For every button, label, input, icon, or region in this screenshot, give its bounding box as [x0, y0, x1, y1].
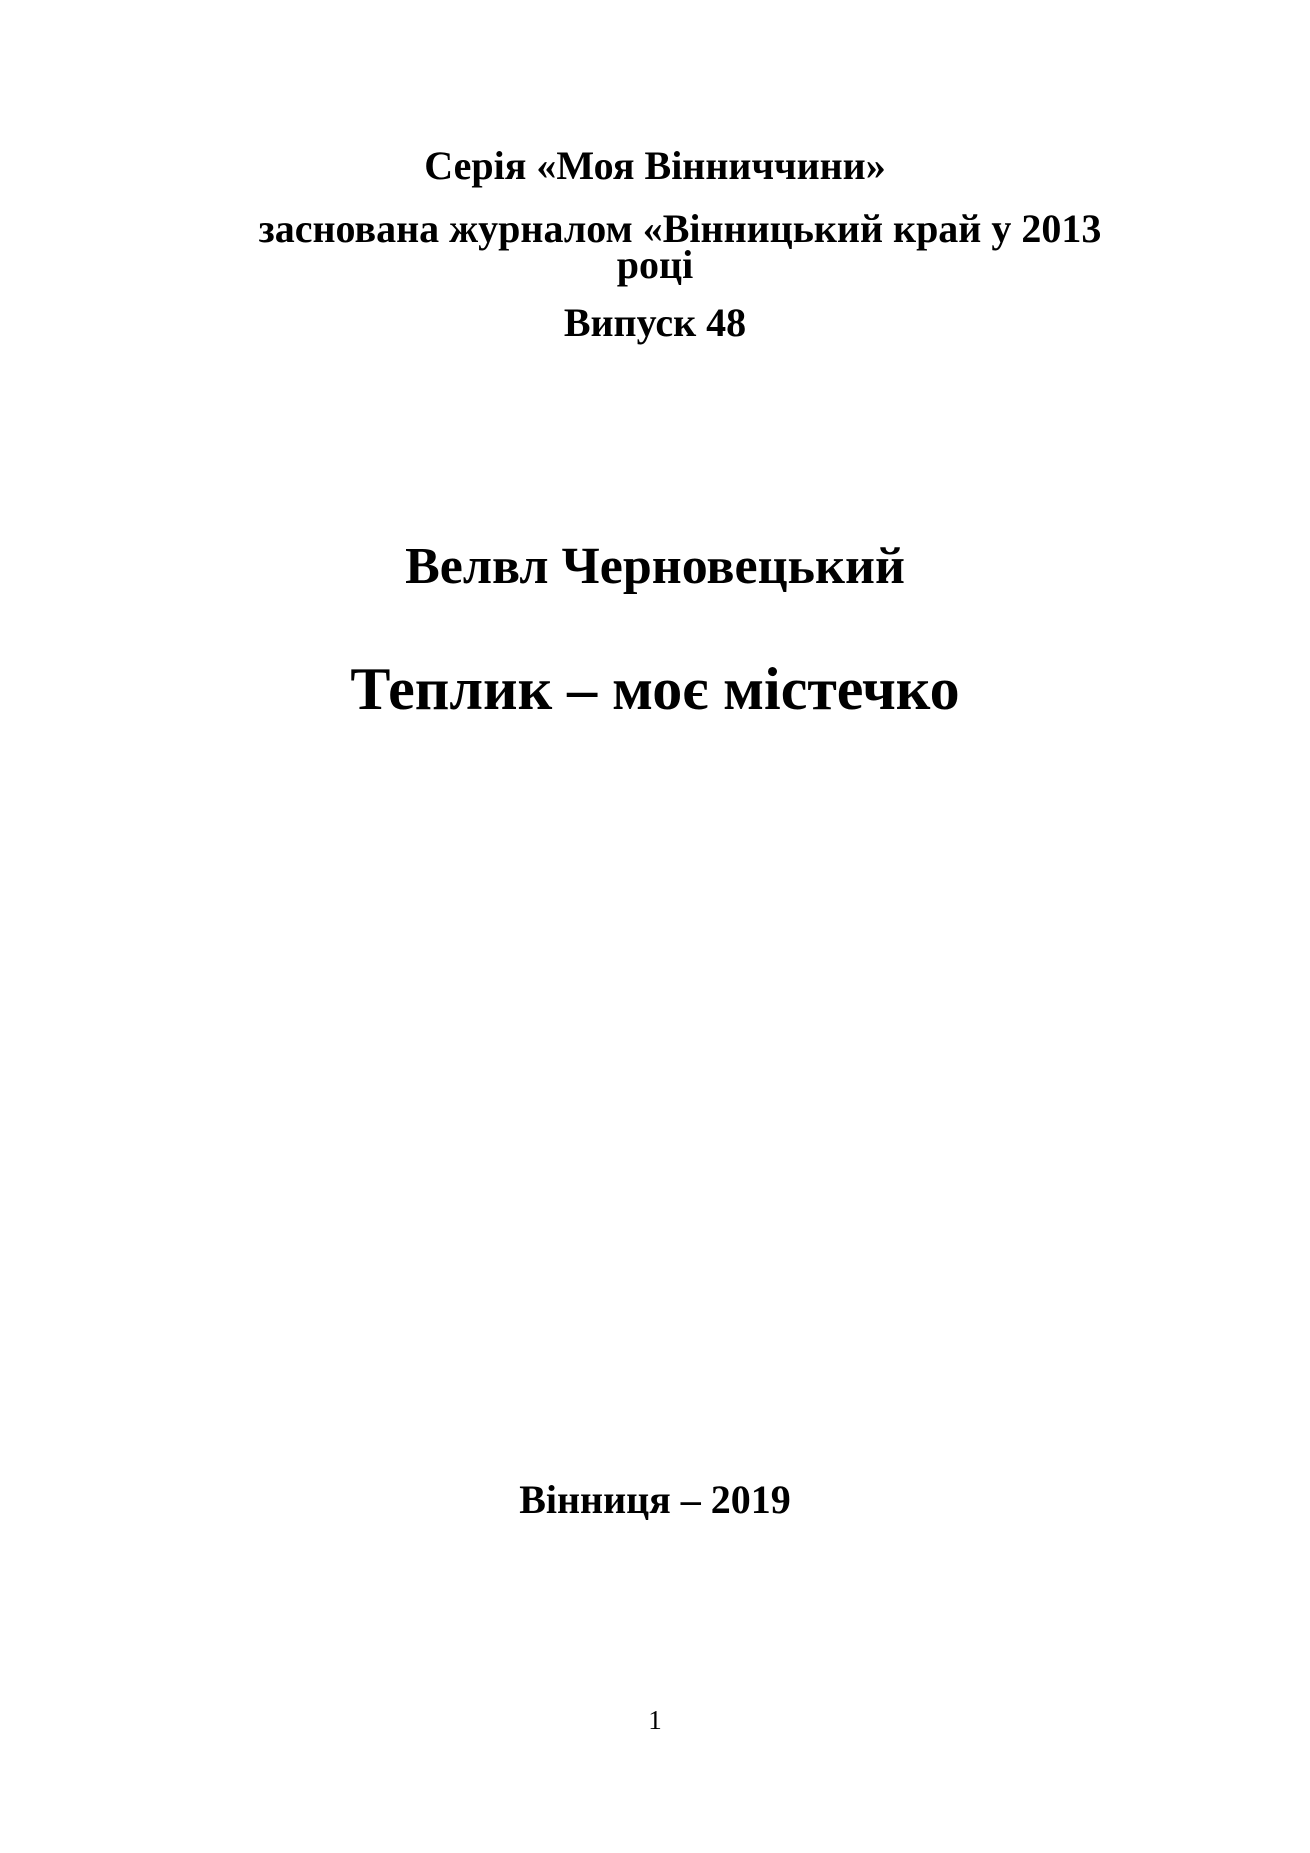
book-title: Теплик – моє містечко [350, 656, 960, 722]
issue-number: Випуск 48 [563, 300, 747, 345]
founded-year-line: році [616, 242, 694, 287]
series-line: Серія «Моя Вінниччини» [424, 143, 886, 188]
page-number: 1 [648, 1705, 662, 1735]
founded-by-line: заснована журналом «Вінницький край у 2013 [258, 206, 1102, 251]
author-name: Велвл Черновецький [405, 538, 905, 595]
place-and-year: Вінниця – 2019 [519, 1477, 791, 1522]
